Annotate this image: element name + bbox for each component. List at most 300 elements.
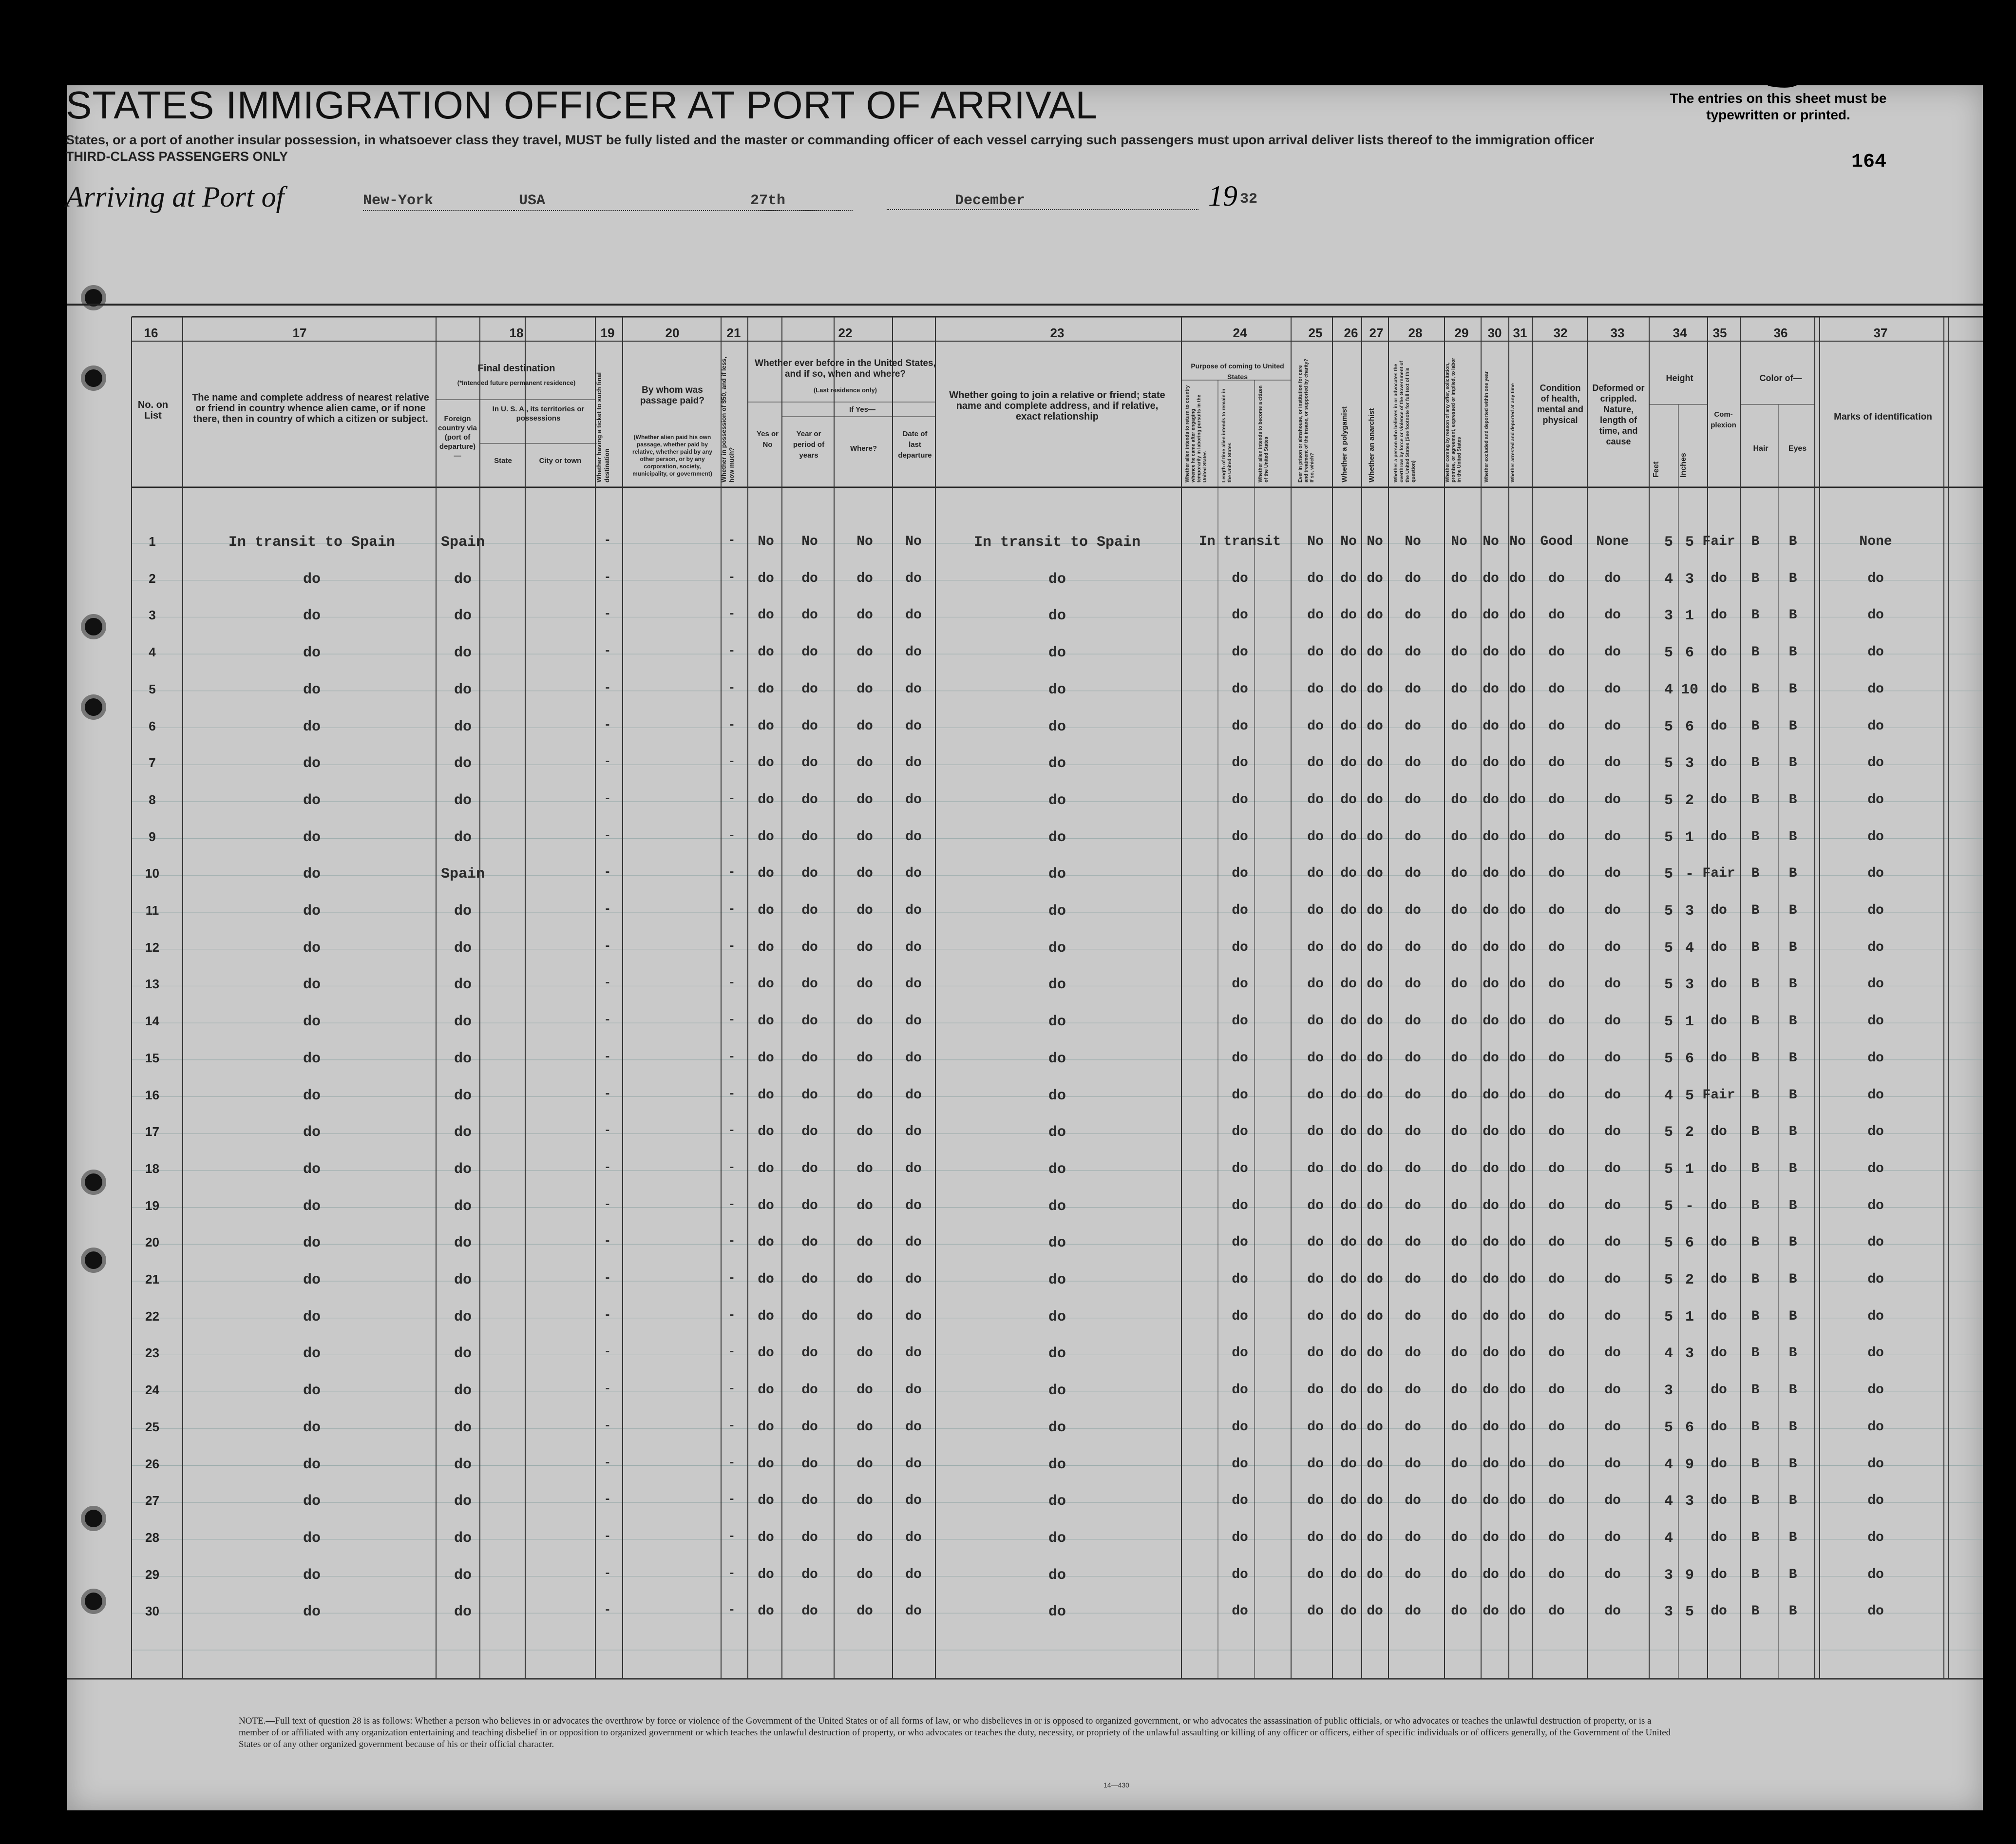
possession-cell: - [728, 1124, 736, 1138]
where-cell: do [856, 1604, 873, 1619]
prison-cell: do [1307, 1345, 1324, 1361]
polygamist-cell: do [1340, 1345, 1357, 1361]
been-before-yes-no-cell: do [758, 1014, 774, 1029]
date-departure-cell: do [905, 755, 922, 771]
prison-cell: do [1307, 792, 1324, 807]
foreign-country-cell: do [454, 571, 472, 588]
year-period-cell: do [801, 1383, 818, 1398]
been-before-yes-no-cell: No [758, 534, 774, 549]
column-number: 16 [144, 326, 158, 340]
column-number: 22 [838, 326, 853, 340]
eye-color-cell: B [1788, 1014, 1797, 1029]
joining-relative-cell: do [1048, 755, 1066, 772]
purpose-cell: do [1232, 1530, 1248, 1545]
offer-cell: do [1451, 571, 1467, 586]
where-cell: do [856, 645, 873, 660]
overthrow-cell: do [1405, 977, 1421, 992]
overthrow-cell: do [1405, 571, 1421, 586]
where-cell: do [856, 1530, 873, 1545]
ticket-cell: - [604, 1493, 611, 1507]
purpose-cell: do [1232, 1272, 1248, 1287]
relative-address-cell: do [303, 571, 321, 588]
height-feet-cell: 3 [1664, 1383, 1674, 1400]
height-feet-cell: 4 [1664, 1530, 1674, 1547]
possession-cell: - [728, 1567, 736, 1580]
deformed-cell: do [1604, 1604, 1621, 1619]
polygamist-cell: do [1340, 1493, 1357, 1509]
marks-cell: do [1867, 681, 1884, 697]
header-final-destination: Final destination [477, 363, 555, 374]
excluded-cell: do [1483, 1493, 1499, 1509]
height-inches-cell: 3 [1685, 1493, 1694, 1510]
polygamist-cell: do [1340, 866, 1357, 882]
year-suffix: 32 [1240, 191, 1258, 208]
hair-color-cell: B [1751, 1383, 1760, 1398]
arrested-cell: do [1509, 1272, 1526, 1287]
possession-cell: - [728, 940, 736, 953]
header-joining-relative: Whether going to join a relative or friend; state name and complete address, and if relative, exact relationship [949, 390, 1165, 422]
date-departure-cell: do [905, 681, 922, 697]
marks-cell: do [1867, 1235, 1884, 1250]
header-state: State [494, 457, 512, 465]
offer-cell: do [1451, 1050, 1467, 1066]
anarchist-cell: do [1367, 1198, 1383, 1213]
health-cell: do [1548, 1235, 1565, 1250]
header-possession-50: Whether in possession of $50, and if less, how much? [720, 357, 735, 482]
year-period-cell: do [801, 645, 818, 660]
excluded-cell: do [1483, 1604, 1499, 1619]
height-feet-cell: 5 [1664, 1124, 1674, 1141]
hair-color-cell: B [1751, 940, 1760, 955]
relative-address-cell: do [303, 940, 321, 957]
date-departure-cell: do [905, 1530, 922, 1545]
date-departure-cell: do [905, 1308, 922, 1324]
ticket-cell: - [604, 1050, 611, 1064]
header-polygamist: Whether a polygamist [1340, 406, 1349, 482]
joining-relative-cell: do [1048, 1124, 1066, 1141]
height-feet-cell: 4 [1664, 681, 1674, 698]
marks-cell: do [1867, 1604, 1884, 1619]
deformed-cell: do [1604, 1383, 1621, 1398]
offer-cell: do [1451, 755, 1467, 771]
joining-relative-cell: do [1048, 608, 1066, 625]
marks-cell: do [1867, 645, 1884, 660]
where-cell: do [856, 1567, 873, 1582]
list-label: List [1691, 52, 1723, 76]
list-note: The entries on this sheet must be typewritten or printed. [1670, 91, 1887, 122]
complexion-cell: do [1711, 792, 1727, 807]
complexion-cell: do [1711, 977, 1727, 992]
column-number: 28 [1408, 326, 1423, 340]
height-inches-cell: 5 [1685, 1604, 1694, 1621]
eye-color-cell: B [1788, 866, 1797, 882]
complexion-cell: do [1711, 1235, 1727, 1250]
header-been-before: Whether ever before in the United States, and if so, when and where? [755, 358, 936, 379]
overthrow-cell: do [1405, 755, 1421, 771]
excluded-cell: do [1483, 755, 1499, 771]
polygamist-cell: do [1340, 571, 1357, 586]
health-cell: do [1548, 718, 1565, 734]
polygamist-cell: do [1340, 977, 1357, 992]
prison-cell: No [1307, 534, 1324, 549]
been-before-yes-no-cell: do [758, 866, 774, 882]
hair-color-cell: B [1751, 1198, 1760, 1213]
eye-color-cell: B [1788, 1456, 1797, 1472]
anarchist-cell: do [1367, 1345, 1383, 1361]
prison-cell: do [1307, 681, 1324, 697]
marks-cell: do [1867, 1530, 1884, 1545]
joining-relative-cell: do [1048, 1014, 1066, 1031]
height-inches-cell: 4 [1685, 940, 1694, 957]
offer-cell: No [1451, 534, 1467, 549]
height-inches-cell: 1 [1685, 1308, 1694, 1325]
arriving-label: Arriving at Port of [66, 181, 285, 213]
complexion-cell: do [1711, 1050, 1727, 1066]
eye-color-cell: B [1788, 1345, 1797, 1361]
marks-cell: do [1867, 571, 1884, 586]
header-relative-address: The name and complete address of nearest relative or friend in country whence alien came, or if none there, then in country of which a citizen or subject. [192, 392, 429, 424]
port-value: New-York [363, 192, 434, 209]
foreign-country-cell: do [454, 1419, 472, 1436]
marks-cell: do [1867, 1161, 1884, 1176]
arrested-cell: do [1509, 1308, 1526, 1324]
purpose-cell: do [1232, 1087, 1248, 1103]
height-inches-cell: 3 [1685, 1345, 1694, 1363]
deformed-cell: do [1604, 977, 1621, 992]
year-period-cell: do [801, 1493, 818, 1509]
been-before-yes-no-cell: do [758, 1087, 774, 1103]
complexion-cell: Fair [1702, 866, 1735, 882]
eye-color-cell: B [1788, 1567, 1797, 1582]
hair-color-cell: B [1751, 1456, 1760, 1472]
height-inches-cell: 3 [1685, 977, 1694, 994]
purpose-cell: do [1232, 1235, 1248, 1250]
header-inches: Inches [1679, 453, 1688, 478]
header-city: City or town [539, 457, 582, 465]
offer-cell: do [1451, 1308, 1467, 1324]
ticket-cell: - [604, 1419, 611, 1433]
offer-cell: do [1451, 645, 1467, 660]
excluded-cell: do [1483, 1014, 1499, 1029]
row-number: 20 [145, 1235, 159, 1250]
relative-address-cell: do [303, 1087, 321, 1104]
been-before-yes-no-cell: do [758, 1493, 774, 1509]
height-feet-cell: 5 [1664, 534, 1674, 551]
complexion-cell: do [1711, 1567, 1727, 1582]
been-before-yes-no-cell: do [758, 977, 774, 992]
prison-cell: do [1307, 571, 1324, 586]
height-feet-cell: 5 [1664, 829, 1674, 846]
marks-cell: do [1867, 1308, 1884, 1324]
marks-cell: do [1867, 1456, 1884, 1472]
header-offer: Whether coming by reason of any offer, solicitation, promise, or agreement, expressed or implied, to labor in the United States [1445, 358, 1462, 482]
polygamist-cell: do [1340, 1567, 1357, 1582]
deformed-cell: do [1604, 645, 1621, 660]
polygamist-cell: do [1340, 1456, 1357, 1472]
deformed-cell: do [1604, 571, 1621, 586]
height-inches-cell: 9 [1685, 1456, 1694, 1473]
header-color-of: Color of— [1759, 373, 1802, 383]
joining-relative-cell: In transit to Spain [973, 534, 1141, 551]
column-number: 30 [1487, 326, 1502, 340]
date-departure-cell: do [905, 1604, 922, 1619]
prison-cell: do [1307, 645, 1324, 660]
hair-color-cell: B [1751, 645, 1760, 660]
height-feet-cell: 5 [1664, 718, 1674, 735]
where-cell: do [856, 1014, 873, 1029]
joining-relative-cell: do [1048, 792, 1066, 809]
ticket-cell: - [604, 1235, 611, 1249]
ticket-cell: - [604, 866, 611, 880]
possession-cell: - [728, 718, 736, 732]
prison-cell: do [1307, 903, 1324, 918]
header-year-period: Year or period of years [793, 430, 825, 460]
row-number: 29 [145, 1567, 159, 1582]
overthrow-cell: do [1405, 1345, 1421, 1361]
offer-cell: do [1451, 1087, 1467, 1103]
ticket-cell: - [604, 829, 611, 843]
year-period-cell: do [801, 1087, 818, 1103]
height-feet-cell: 5 [1664, 940, 1674, 957]
where-cell: do [856, 681, 873, 697]
height-feet-cell: 5 [1664, 645, 1674, 662]
where-cell: do [856, 829, 873, 845]
been-before-yes-no-cell: do [758, 608, 774, 623]
year-period-cell: do [801, 940, 818, 955]
deformed-cell: do [1604, 1124, 1621, 1140]
row-number: 1 [149, 534, 156, 549]
hair-color-cell: B [1751, 829, 1760, 845]
relative-address-cell: do [303, 792, 321, 809]
arrested-cell: do [1509, 1161, 1526, 1176]
row-number: 25 [145, 1419, 159, 1434]
column-number: 27 [1369, 326, 1384, 340]
excluded-cell: do [1483, 903, 1499, 918]
column-number: 36 [1773, 326, 1788, 340]
overthrow-cell: do [1405, 1124, 1421, 1140]
possession-cell: - [728, 755, 736, 769]
offer-cell: do [1451, 977, 1467, 992]
health-cell: do [1548, 977, 1565, 992]
height-feet-cell: 5 [1664, 792, 1674, 809]
row-number: 8 [149, 792, 156, 807]
overthrow-cell: do [1405, 1235, 1421, 1250]
health-cell: do [1548, 903, 1565, 918]
foreign-country-cell: do [454, 1383, 472, 1400]
anarchist-cell: do [1367, 1456, 1383, 1472]
complexion-cell: do [1711, 1124, 1727, 1140]
overthrow-cell: do [1405, 1014, 1421, 1029]
excluded-cell: do [1483, 681, 1499, 697]
foreign-country-cell: do [454, 1567, 472, 1584]
joining-relative-cell: do [1048, 977, 1066, 994]
where-cell: do [856, 1124, 873, 1140]
excluded-cell: do [1483, 1345, 1499, 1361]
been-before-yes-no-cell: do [758, 829, 774, 845]
been-before-yes-no-cell: do [758, 1604, 774, 1619]
overthrow-cell: do [1405, 1087, 1421, 1103]
polygamist-cell: do [1340, 718, 1357, 734]
possession-cell: - [728, 792, 736, 806]
possession-cell: - [728, 1604, 736, 1617]
ticket-cell: - [604, 977, 611, 990]
relative-address-cell: do [303, 1272, 321, 1288]
purpose-cell: do [1232, 1419, 1248, 1435]
complexion-cell: do [1711, 829, 1727, 845]
height-inches-cell: 6 [1685, 1050, 1694, 1067]
prison-cell: do [1307, 718, 1324, 734]
deformed-cell: do [1604, 829, 1621, 845]
excluded-cell: do [1483, 1161, 1499, 1176]
height-inches-cell: 2 [1685, 1272, 1694, 1288]
hair-color-cell: B [1751, 866, 1760, 882]
offer-cell: do [1451, 1567, 1467, 1582]
eye-color-cell: B [1788, 792, 1797, 807]
ticket-cell: - [604, 534, 611, 547]
complexion-cell: do [1711, 1161, 1727, 1176]
height-inches-cell: 9 [1685, 1567, 1694, 1584]
ticket-cell: - [604, 1530, 611, 1543]
offer-cell: do [1451, 1456, 1467, 1472]
offer-cell: do [1451, 1272, 1467, 1287]
year-period-cell: do [801, 1530, 818, 1545]
hair-color-cell: B [1751, 1493, 1760, 1509]
relative-address-cell: do [303, 1014, 321, 1031]
foreign-country-cell: do [454, 1308, 472, 1325]
anarchist-cell: do [1367, 1087, 1383, 1103]
excluded-cell: do [1483, 1235, 1499, 1250]
complexion-cell: do [1711, 1604, 1727, 1619]
row-number: 7 [149, 755, 156, 770]
where-cell: No [856, 534, 873, 549]
arrested-cell: do [1509, 1456, 1526, 1472]
height-inches-cell: 3 [1685, 903, 1694, 920]
height-feet-cell: 4 [1664, 571, 1674, 588]
deformed-cell: do [1604, 866, 1621, 882]
purpose-cell: do [1232, 1050, 1248, 1066]
complexion-cell: do [1711, 1383, 1727, 1398]
prison-cell: do [1307, 1493, 1324, 1509]
deformed-cell: do [1604, 1087, 1621, 1103]
date-departure-cell: do [905, 571, 922, 586]
row-number: 14 [145, 1014, 159, 1029]
foreign-country-cell: do [454, 1124, 472, 1141]
row-number: 27 [145, 1493, 159, 1508]
anarchist-cell: do [1367, 866, 1383, 882]
polygamist-cell: do [1340, 1530, 1357, 1545]
excluded-cell: do [1483, 1419, 1499, 1435]
excluded-cell: No [1483, 534, 1499, 549]
hair-color-cell: B [1751, 1161, 1760, 1176]
been-before-yes-no-cell: do [758, 903, 774, 918]
year-period-cell: do [801, 608, 818, 623]
been-before-yes-no-cell: do [758, 1419, 774, 1435]
where-cell: do [856, 571, 873, 586]
polygamist-cell: do [1340, 940, 1357, 955]
health-cell: do [1548, 1530, 1565, 1545]
date-departure-cell: do [905, 608, 922, 623]
arrested-cell: do [1509, 792, 1526, 807]
prison-cell: do [1307, 1419, 1324, 1435]
ticket-cell: - [604, 1087, 611, 1101]
relative-address-cell: do [303, 608, 321, 625]
health-cell: do [1548, 1493, 1565, 1509]
offer-cell: do [1451, 681, 1467, 697]
arrested-cell: do [1509, 1493, 1526, 1509]
country-value: USA [519, 192, 546, 209]
column-number: 37 [1873, 326, 1888, 340]
header-complexion: Com-plexion [1711, 410, 1736, 429]
deformed-cell: do [1604, 1308, 1621, 1324]
ticket-cell: - [604, 1272, 611, 1285]
height-feet-cell: 5 [1664, 1050, 1674, 1067]
deformed-cell: do [1604, 718, 1621, 734]
possession-cell: - [728, 1014, 736, 1027]
row-number: 11 [145, 903, 159, 918]
marks-cell: do [1867, 1493, 1884, 1509]
excluded-cell: do [1483, 1567, 1499, 1582]
date-departure-cell: do [905, 1235, 922, 1250]
header-date-departure: Date of last departure [898, 430, 932, 460]
hair-color-cell: B [1751, 1308, 1760, 1324]
relative-address-cell: do [303, 755, 321, 772]
row-number: 5 [149, 681, 156, 696]
prison-cell: do [1307, 1087, 1324, 1103]
possession-cell: - [728, 645, 736, 658]
marks-cell: do [1867, 608, 1884, 623]
anarchist-cell: do [1367, 1235, 1383, 1250]
relative-address-cell: do [303, 681, 321, 698]
header-been-before-note: (Last residence only) [813, 386, 877, 394]
joining-relative-cell: do [1048, 1383, 1066, 1400]
date-departure-cell: do [905, 1087, 922, 1103]
deformed-cell: do [1604, 1235, 1621, 1250]
year-prefix: 19 [1208, 180, 1237, 212]
overthrow-cell: do [1405, 1050, 1421, 1066]
foreign-country-cell: do [454, 608, 472, 625]
polygamist-cell: do [1340, 1235, 1357, 1250]
date-departure-cell: do [905, 866, 922, 882]
prison-cell: do [1307, 1308, 1324, 1324]
joining-relative-cell: do [1048, 1604, 1066, 1621]
anarchist-cell: do [1367, 903, 1383, 918]
offer-cell: do [1451, 903, 1467, 918]
height-feet-cell: 3 [1664, 1567, 1674, 1584]
marks-cell: do [1867, 866, 1884, 882]
ticket-cell: - [604, 903, 611, 916]
arrested-cell: do [1509, 1530, 1526, 1545]
arrested-cell: do [1509, 1419, 1526, 1435]
possession-cell: - [728, 1345, 736, 1359]
excluded-cell: do [1483, 1530, 1499, 1545]
marks-cell: do [1867, 1198, 1884, 1213]
hair-color-cell: B [1751, 903, 1760, 918]
overthrow-cell: do [1405, 792, 1421, 807]
polygamist-cell: No [1340, 534, 1357, 549]
arrested-cell: do [1509, 608, 1526, 623]
health-cell: do [1548, 571, 1565, 586]
foreign-country-cell: do [454, 903, 472, 920]
height-feet-cell: 5 [1664, 977, 1674, 994]
year-period-cell: do [801, 829, 818, 845]
complexion-cell: do [1711, 645, 1727, 660]
been-before-yes-no-cell: do [758, 792, 774, 807]
where-cell: do [856, 1419, 873, 1435]
page-number: 164 [1851, 151, 1887, 173]
eye-color-cell: B [1788, 977, 1797, 992]
anarchist-cell: do [1367, 792, 1383, 807]
relative-address-cell: do [303, 1530, 321, 1547]
